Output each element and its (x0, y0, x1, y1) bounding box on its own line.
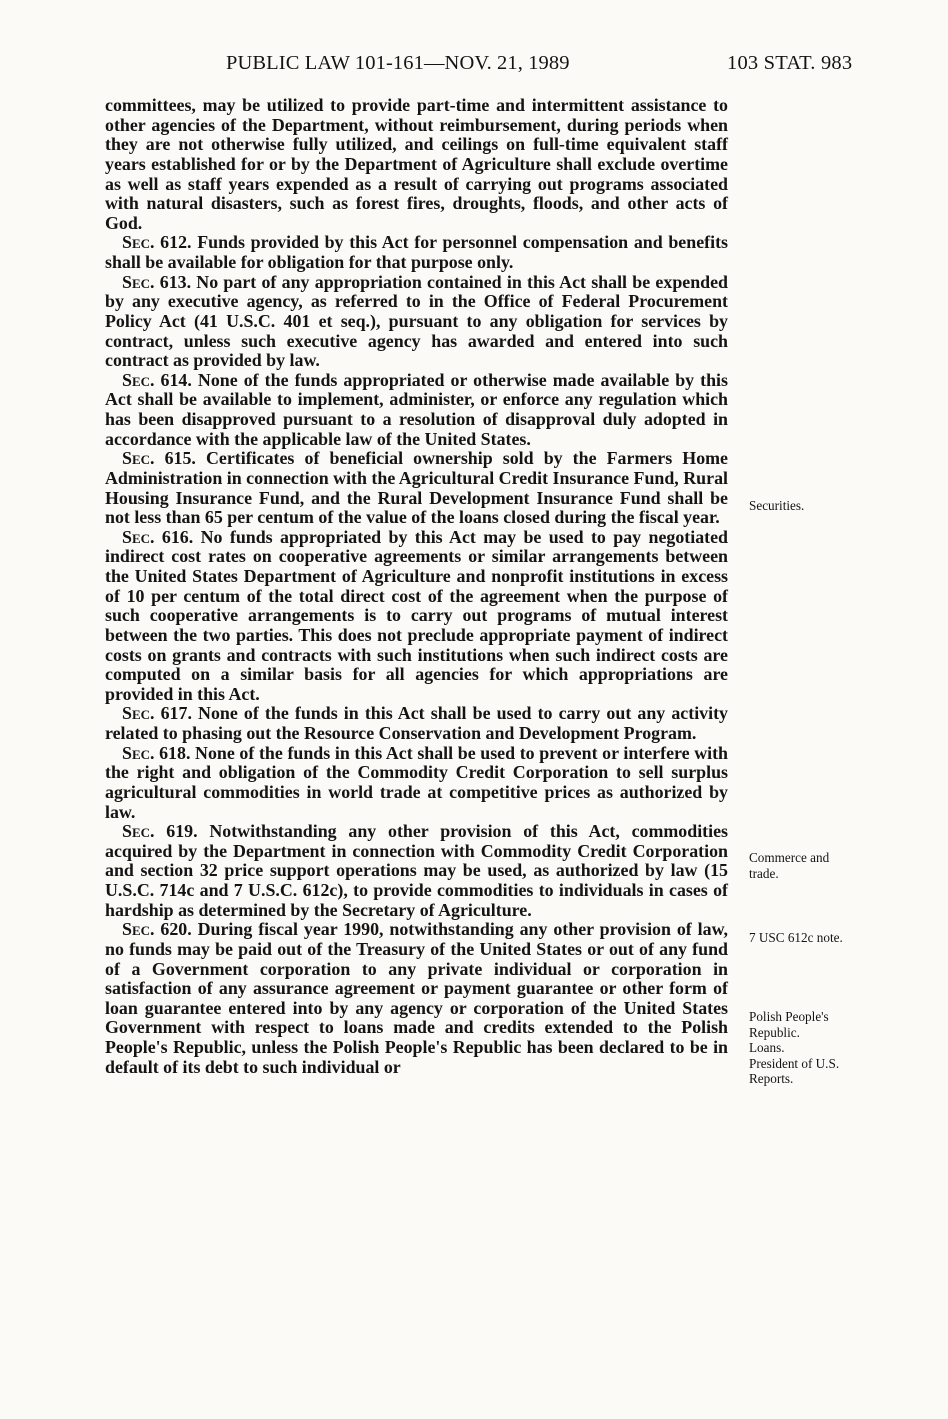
section-label: Sec. (122, 919, 155, 940)
page-header (0, 52, 948, 86)
section-616: Sec. 616. No funds appropriated by this Act may be used to pay negotiated indirect cost rates on cooperative agreements or similar arrangements between the United States Department of Agriculture and nonprofit institutions in excess of 10 per centum of the total direct cost of the agreement when the purpose of such cooperative arrangements is to carry out programs of mutual interest between the two parties. This does not preclude appropriate payment of indirect costs on grants and contracts with such institutions when such indirect costs are computed on a similar basis for all agencies for which appropriations are provided in this Act. (105, 526, 728, 704)
margin-note-securities: Securities. (749, 498, 805, 513)
statute-page-number: 103 STAT. 983 (727, 52, 853, 74)
section-613: Sec. 613. No part of any appropriation contained in this Act shall be expended by any executive agency, as referred to in the Office of Federal Procurement Policy Act (41 U.S.C. 401 et seq.), pursuant to any obligation for services by contract, unless such executive agency has awarded and entered into such contract as provided by law. (105, 271, 728, 371)
section-label: Sec. (122, 271, 155, 292)
section-617: Sec. 617. None of the funds in this Act shall be used to carry out any activity related to phasing out the Resource Conservation and Development Program. (105, 703, 728, 743)
section-label: Sec. (122, 742, 155, 763)
section-620: Sec. 620. During fiscal year 1990, notwithstanding any other provision of law, no funds may be paid out of the Treasury of the United States or out of any fund of a Government corporation to any private individual or corporation in satisfaction of any assurance agreement or payment guarantee or other form of loan guarantee entered into by any agency or corporation of the United States Government with respect to loans made and credits extended to the Polish People's Republic, unless the Polish People's Republic has been declared to be in default of its debt to such individual or (105, 919, 728, 1077)
margin-note-commerce: Commerce and trade. (749, 850, 830, 881)
paragraph-continuation: committees, may be utilized to provide part-time and intermittent assistance to other agencies of the Department, without reimbursement, during periods when they are not otherwise fully utilized, and ceilings on full-time equivalent staff years established for or by the Department of Agriculture shall exclude overtime as well as staff years expended as a result of carrying out programs associated with natural disasters, such as forest fires, droughts, floods, and other acts of God. (105, 95, 728, 233)
section-619: Sec. 619. Notwithstanding any other provision of this Act, commodities acquired by the Department in connection with Commodity Credit Corporation and section 32 price support operations may be used, as authorized by law (15 U.S.C. 714c and 7 U.S.C. 612c), to provide commodities to individuals in cases of hardship as determined by the Secretary of Agriculture. (105, 821, 728, 920)
body-text (105, 96, 728, 1077)
section-label: Sec. (122, 526, 155, 547)
section-label: Sec. (122, 232, 155, 253)
running-head-title: PUBLIC LAW 101-161—NOV. 21, 1989 (226, 52, 570, 74)
section-615: Sec. 615. Certificates of beneficial ownership sold by the Farmers Home Administration in connection with the Agricultural Credit Insurance Fund, Rural Housing Insurance Fund, and the Rural Development Insurance Fund shall be not less than 65 per centum of the value of the loans closed during the fiscal year. (105, 448, 728, 528)
section-label: Sec. (122, 448, 155, 469)
section-618: Sec. 618. None of the funds in this Act shall be used to prevent or interfere with the right and obligation of the Commodity Credit Corporation to sell surplus agricultural commodities in world trade at competitive prices as authorized by law. (105, 742, 728, 822)
section-612: Sec. 612. Funds provided by this Act for personnel compensation and benefits shall be available for obligation for that purpose only. (105, 232, 728, 272)
section-label: Sec. (122, 821, 155, 842)
margin-note-polish-republic: Polish People's Republic. Loans. President of U.S. Reports. (749, 1009, 840, 1086)
section-label: Sec. (122, 703, 155, 724)
section-614: Sec. 614. None of the funds appropriated or otherwise made available by this Act shall be available to implement, administer, or enforce any regulation which has been disapproved pursuant to a resolution of disapproval duly adopted in accordance with the applicable law of the United States. (105, 369, 728, 449)
margin-note-usc-citation: 7 USC 612c note. (749, 930, 843, 945)
section-label: Sec. (122, 369, 155, 390)
